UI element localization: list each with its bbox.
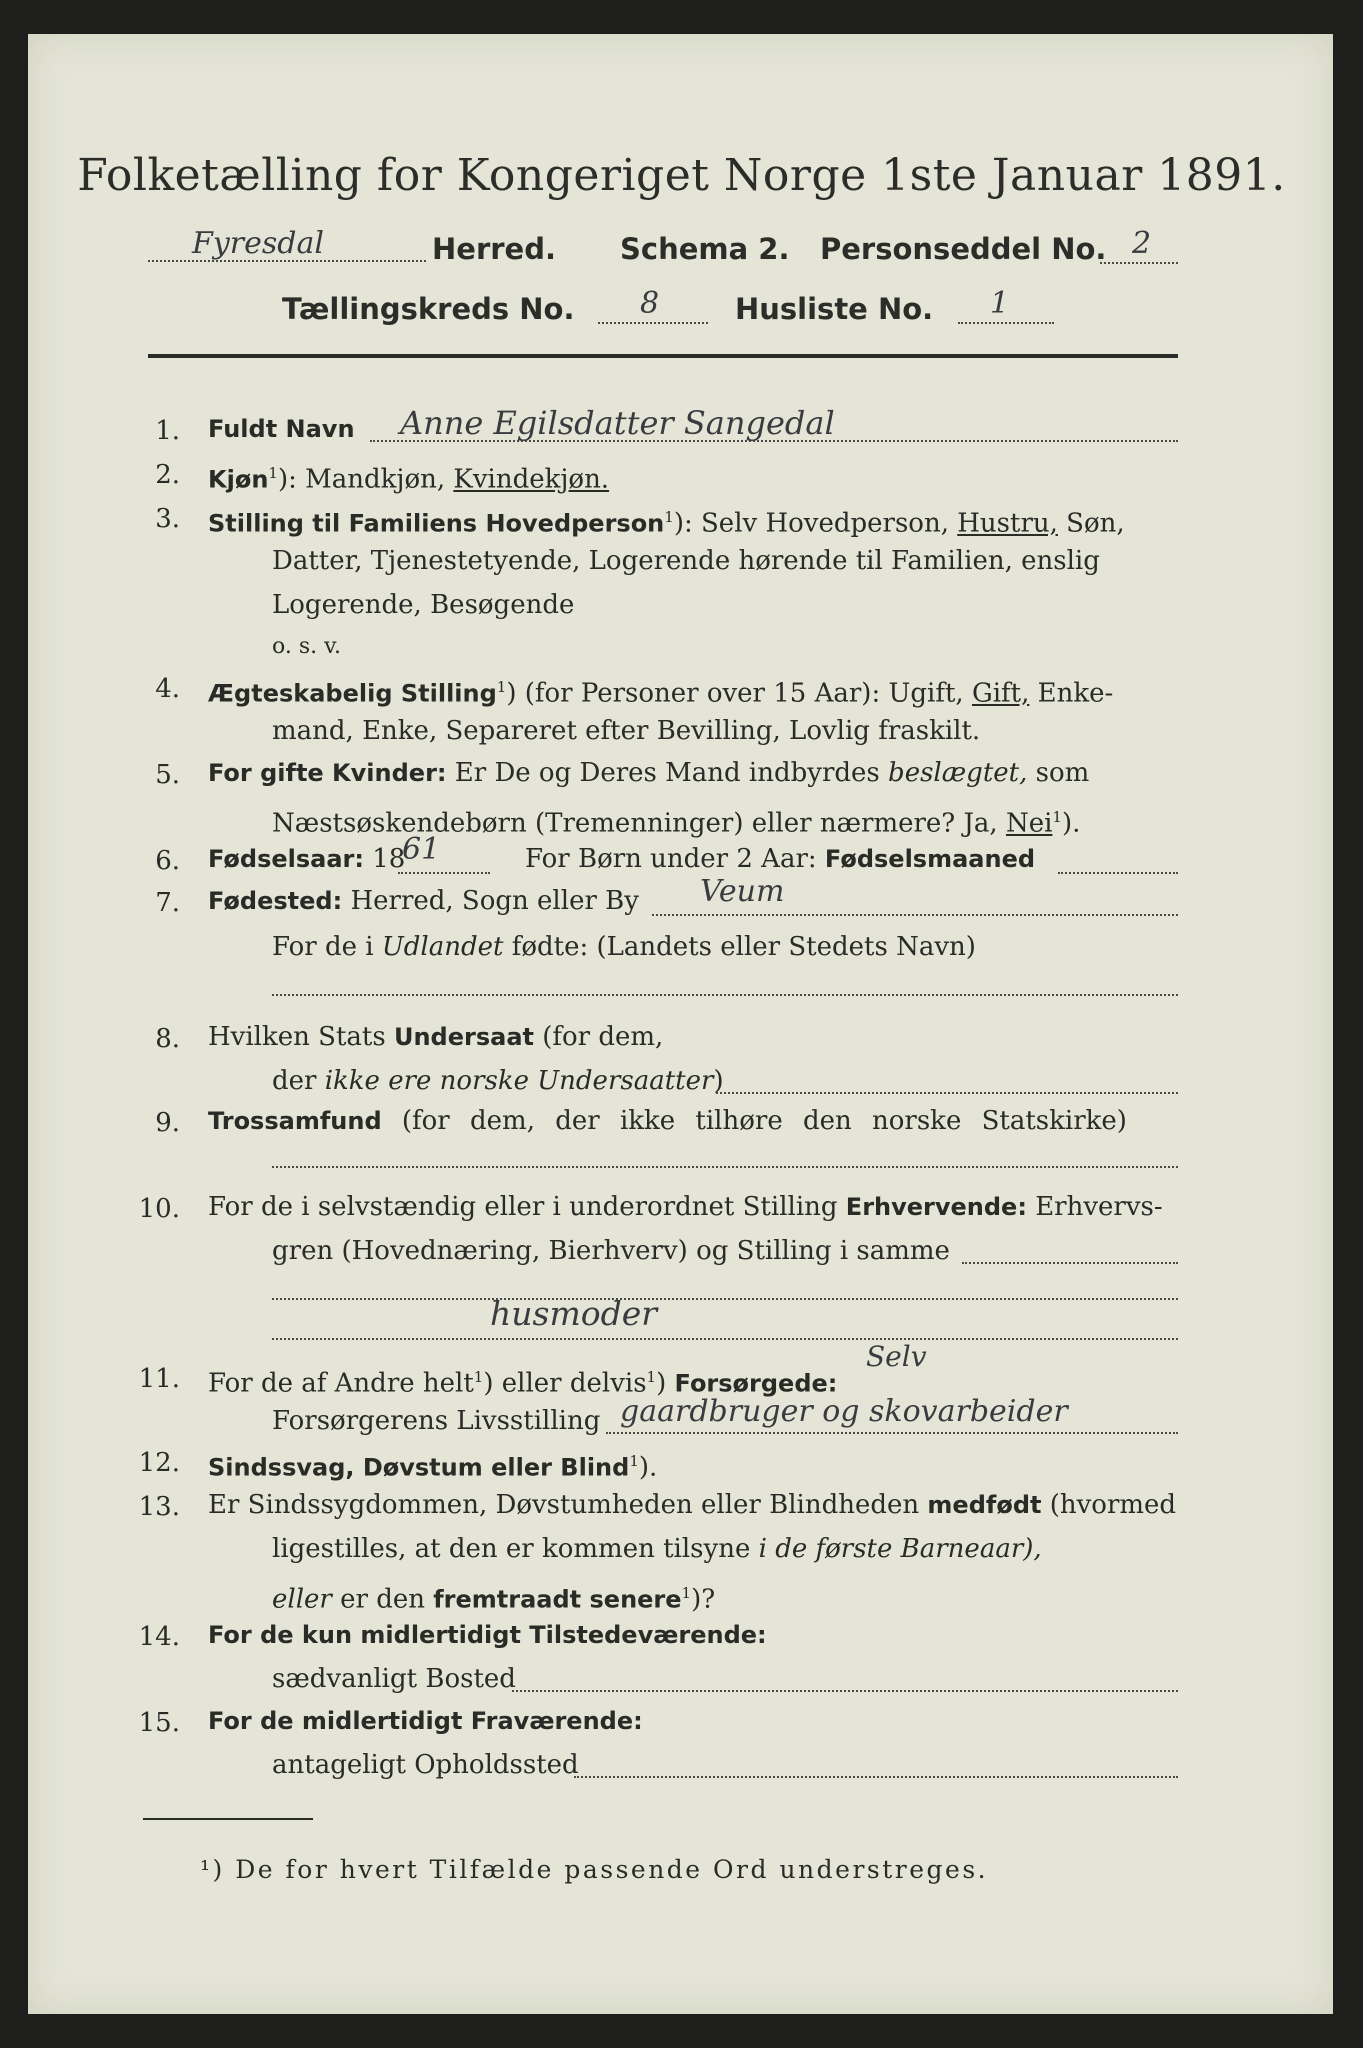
question-6-text: For Børn under 2 Aar:	[525, 844, 817, 874]
question-5-end: som	[1035, 758, 1090, 788]
question-7	[208, 884, 639, 918]
footnote-ref: 1	[496, 678, 507, 696]
footnote-ref: 1	[629, 1452, 639, 1470]
answer-11-note: Selv	[866, 1340, 927, 1373]
question-13-label-2: fremtraadt senere	[433, 1585, 682, 1614]
answer-10-line-b	[272, 1298, 1178, 1300]
question-5-italic: beslægtet,	[888, 758, 1028, 788]
question-11-a: For de af Andre helt	[208, 1368, 474, 1399]
footnote-ref: 1	[681, 1584, 692, 1602]
question-13-line-3-italic: eller	[272, 1584, 332, 1615]
question-14-line-2: sædvanligt Bosted	[272, 1664, 516, 1694]
herred-value: Fyresdal	[192, 226, 324, 261]
question-11: For de af Andre helt$^1$) eller delvis$^1$) Forsørgede:	[208, 1368, 838, 1399]
question-6-label: Fødselsaar:	[208, 845, 364, 873]
question-9-text: (for dem, der ikke tilhøre den norske Statskirke)	[401, 1106, 1127, 1136]
item-number: 1.	[155, 416, 180, 446]
question-8-line-2	[272, 1064, 724, 1098]
question-13-line-3	[272, 1576, 715, 1617]
item-number: 12.	[138, 1448, 180, 1478]
footnote-text: De for hvert Tilfælde passende Ord understreges.	[235, 1855, 989, 1884]
kreds-label: Tællingskreds No.	[282, 292, 575, 326]
question-3-text: ): Selv Hovedperson,	[673, 508, 949, 539]
question-13-line-2	[272, 1532, 1042, 1566]
footnote-ref: 1	[268, 464, 278, 482]
question-1-label: Fuldt Navn	[208, 415, 355, 443]
question-8-a: Hvilken Stats	[208, 1022, 386, 1052]
answer-7-line	[652, 914, 1178, 916]
item-number: 14.	[138, 1622, 180, 1652]
question-5	[208, 756, 1089, 790]
item-number: 4.	[155, 674, 180, 704]
question-5-label: For gifte Kvinder:	[208, 759, 447, 787]
question-4-end: Enke-	[1037, 678, 1114, 709]
question-10-line-2: gren (Hovednæring, Bierhverv) og Stilling i samme	[272, 1236, 950, 1266]
herred-label: Herred.	[432, 232, 556, 266]
item-number: 10.	[138, 1194, 180, 1224]
question-4-marked-option: Gift,	[971, 678, 1030, 709]
question-5-text: Er De og Deres Mand indbyrdes	[454, 758, 880, 788]
question-5-line-2	[272, 800, 1080, 841]
question-13-line-2-italic: i de første Barneaar),	[758, 1534, 1042, 1564]
item-number: 2.	[155, 460, 180, 490]
item-number: 7.	[155, 888, 180, 918]
question-12-label: Sindssvag, Døvstum eller Blind	[208, 1453, 630, 1482]
question-2	[208, 456, 609, 497]
question-3-line-4: o. s. v.	[272, 634, 341, 659]
question-15	[208, 1704, 643, 1738]
question-2-marked-option: Kvindekjøn.	[453, 464, 610, 495]
question-7-line-2-b: fødte: (Landets eller Stedets Navn)	[511, 932, 976, 962]
question-13-line-3-a: er den	[340, 1584, 425, 1615]
question-3-marked-option: Hustru,	[957, 508, 1058, 539]
question-3-end: Søn,	[1066, 508, 1125, 539]
question-11-b: ) eller delvis	[483, 1368, 647, 1399]
footnote	[200, 1855, 988, 1884]
husliste-value: 1	[990, 286, 1010, 321]
question-15-line-2: antageligt Opholdssted	[272, 1750, 579, 1780]
answer-7b-line	[272, 994, 1178, 996]
answer-11-line	[606, 1432, 1178, 1434]
answer-15-line	[574, 1776, 1178, 1778]
question-7-label: Fødested:	[208, 887, 343, 915]
question-13-a: Er Sindssygdommen, Døvstumheden eller Blindheden	[208, 1490, 920, 1520]
footnote-ref: 1	[646, 1368, 657, 1386]
question-6-prefix: 18	[372, 844, 406, 874]
question-3-line-3: Logerende, Besøgende	[272, 590, 575, 620]
question-4-line-2: mand, Enke, Separeret efter Bevilling, Lovlig fraskilt.	[272, 716, 981, 746]
answer-10-occupation: husmoder	[490, 1294, 658, 1333]
question-2-label: Kjøn	[208, 465, 269, 494]
personseddel-field-line	[1100, 262, 1178, 264]
question-7-line-2-a: For de i	[272, 932, 374, 962]
question-4	[208, 670, 1113, 711]
question-12-end: ).	[638, 1452, 658, 1483]
question-10-b: Erhvervs-	[1035, 1192, 1163, 1222]
answer-11-provider-occupation: gaardbruger og skovarbeider	[620, 1394, 1068, 1429]
answer-6b-line	[1058, 872, 1178, 874]
form-title: Folketælling for Kongeriget Norge 1ste Januar 1891.	[77, 150, 1286, 201]
answer-1-name: Anne Egilsdatter Sangedal	[400, 404, 835, 442]
question-10	[208, 1190, 1163, 1224]
question-8-b: (for dem,	[542, 1022, 664, 1052]
question-6	[208, 842, 405, 876]
question-7-line-2	[272, 930, 976, 964]
answer-10-line-c	[272, 1338, 1178, 1340]
husliste-label: Husliste No.	[735, 292, 934, 326]
question-8	[208, 1020, 663, 1054]
question-8-line-2-b: )	[713, 1066, 724, 1096]
question-13-line-2-a: ligestilles, at den er kommen tilsyne	[272, 1534, 751, 1564]
question-8-line-2-italic: ikke ere norske Undersaatter	[324, 1066, 714, 1096]
question-5-marked-option: Nei	[1005, 808, 1053, 839]
question-10-a: For de i selvstændig eller i underordnet Stilling	[208, 1192, 838, 1222]
header-rule	[148, 354, 1178, 358]
question-5-line-2-text: Næstsøskendebørn (Tremenninger) eller nærmere? Ja,	[272, 808, 998, 839]
question-4-text: ) (for Personer over 15 Aar): Ugift,	[506, 678, 964, 709]
footnote-ref: 1	[1052, 808, 1062, 826]
answer-6-line	[398, 872, 490, 874]
question-14	[208, 1618, 767, 1652]
answer-10-line-a	[962, 1262, 1178, 1264]
item-number: 6.	[155, 846, 180, 876]
answer-8-line	[716, 1092, 1178, 1094]
question-14-label: For de kun midlertidigt Tilstedeværende:	[208, 1621, 767, 1649]
question-13-line-3-b: )?	[691, 1584, 716, 1615]
question-12	[208, 1444, 657, 1485]
question-3	[208, 500, 1125, 541]
item-number: 3.	[155, 504, 180, 534]
husliste-field-line	[958, 322, 1054, 324]
answer-7-birthplace: Veum	[700, 874, 785, 909]
question-8-line-2-a: der	[272, 1066, 317, 1096]
item-number: 15.	[138, 1708, 180, 1738]
question-1	[208, 412, 355, 446]
question-11-label: Forsørgede:	[674, 1369, 838, 1398]
item-number: 5.	[155, 760, 180, 790]
question-6-label-2: Fødselsmaaned	[824, 845, 1036, 873]
footnote-rule	[143, 1818, 313, 1820]
question-4-label: Ægteskabelig Stilling	[208, 679, 497, 708]
answer-6-year: 61	[402, 832, 441, 867]
footnote-ref: 1	[473, 1368, 484, 1386]
question-3-label: Stilling til Familiens Hovedperson	[208, 509, 665, 538]
question-13-label: medfødt	[927, 1491, 1042, 1519]
question-10-label: Erhvervende:	[845, 1193, 1027, 1221]
personseddel-label: Personseddel No.	[820, 232, 1107, 266]
question-15-label: For de midlertidigt Fraværende:	[208, 1707, 643, 1735]
question-7-line-2-italic: Udlandet	[381, 932, 504, 962]
item-number: 9.	[155, 1108, 180, 1138]
kreds-value: 8	[640, 286, 660, 321]
answer-14-line	[512, 1690, 1178, 1692]
schema-label: Schema 2.	[620, 232, 790, 266]
question-8-label: Undersaat	[393, 1023, 534, 1051]
question-9-label: Trossamfund	[208, 1107, 382, 1135]
question-9	[208, 1104, 1127, 1138]
question-5-close: ).	[1061, 808, 1081, 839]
question-6-part-2	[525, 842, 1035, 876]
item-number: 8.	[155, 1024, 180, 1054]
question-13-b: (hvormed	[1049, 1490, 1177, 1520]
kreds-field-line	[598, 322, 708, 324]
item-number: 13.	[138, 1492, 180, 1522]
question-7-text: Herred, Sogn eller By	[350, 886, 639, 916]
question-11-line-2: Forsørgerens Livsstilling	[272, 1406, 601, 1436]
answer-9-line	[272, 1166, 1178, 1168]
question-13	[208, 1488, 1176, 1522]
question-3-line-2: Datter, Tjenestetyende, Logerende hørende til Familien, enslig	[272, 546, 1100, 576]
item-number: 11.	[138, 1364, 180, 1394]
footnote-mark: ¹)	[200, 1855, 225, 1884]
personseddel-value: 2	[1132, 226, 1152, 261]
footnote-ref: 1	[664, 508, 674, 526]
question-2-text: ): Mandkjøn,	[277, 464, 446, 495]
